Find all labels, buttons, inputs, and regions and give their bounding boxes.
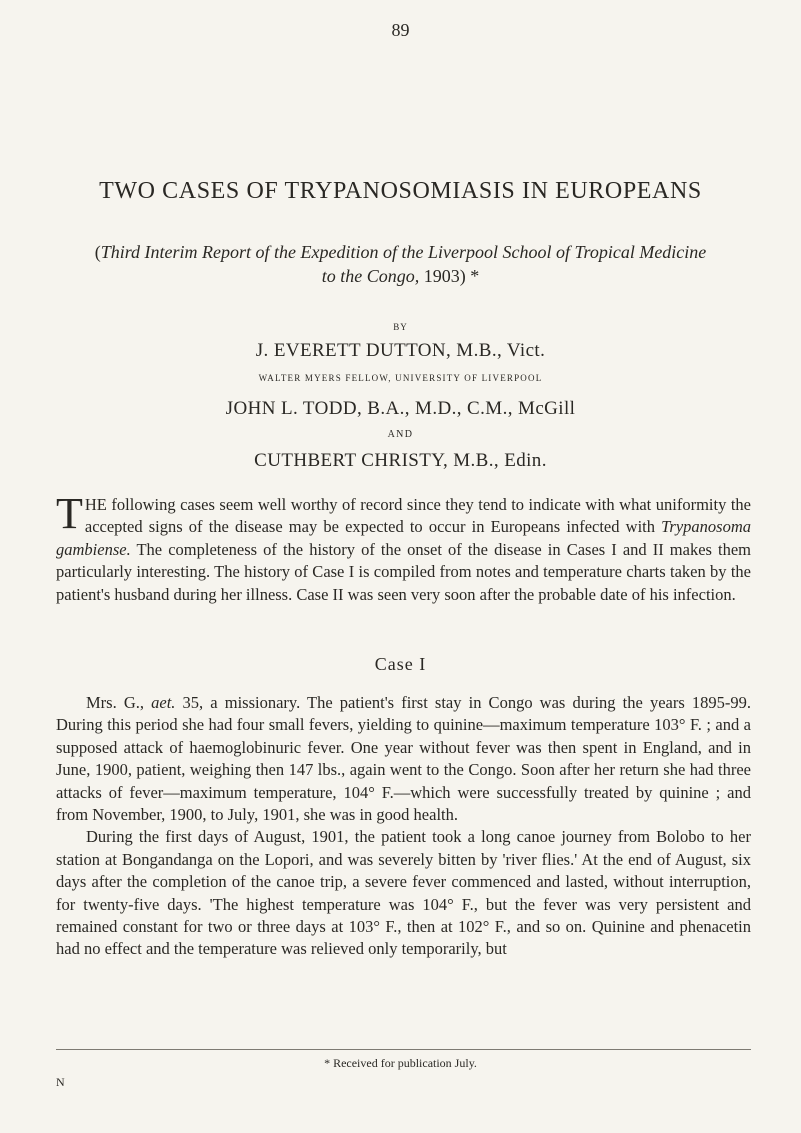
case-paragraph-body: 35, a missionary. The patient's first stay in Congo was during the years 1895-99. During this period she had four small fevers, yielding to quinine—maximum temperature 103° F. ; and a supposed attack of haemoglobinuric fever. One year without fever was then spent in England, and in June, 1900, patient, weighing then 147 lbs., again went to the Congo. Soon after her return she had three attacks of fever—maximum temperature, 104° F.—which were successfully treated by quinine ; and from November, 1900, to July, 1901, she was in good health. (56, 693, 751, 825)
drop-cap: T (56, 489, 83, 538)
page-number: 89 (391, 20, 410, 40)
footnote: * Received for publication July. (324, 1056, 477, 1070)
case-paragraph-body: During the first days of August, 1901, the patient took a long canoe journey from Bolobo to her station at Bongandanga on the Lopori, and was severely bitten by 'river flies.' At the end of August, six days after the completion of the canoe trip, a severe fever commenced and lasted, without interruption, for twenty-five days. 'The highest temperature was 104° F., but the fever was very persistent and remained constant for two or three days at 103° F., then at 102° F., and so on. Quinine and phenacetin had no effect and the temperature was relieved only temporarily, but (56, 827, 751, 959)
case-heading: Case I (374, 654, 427, 674)
subtitle-line-2: to the Congo, (321, 266, 420, 286)
case-body (56, 692, 751, 961)
article-title: TWO CASES OF TRYPANOSOMIASIS IN EUROPEANS (99, 178, 702, 204)
case-paragraph-1 (56, 692, 751, 826)
species-name: Trypanosoma gambiense. (56, 517, 751, 559)
footnote-divider (56, 1049, 751, 1050)
case-paragraph-lead: Mrs. G., (86, 693, 152, 712)
byline: BY (393, 322, 408, 332)
author-dutton: J. EVERETT DUTTON, M.B., Vict. (255, 340, 546, 361)
article-subtitle (40, 240, 761, 288)
intro-text-start: HE following cases seem well worthy of record since they tend to indicate with what uniformity the accepted signs of the disease may be expected to occur in Europeans infected with (84, 495, 751, 537)
subtitle-date: 1903) * (419, 266, 480, 286)
subtitle-line-1: Third Interim Report of the Expedition of the Liverpool School of Tropical Medicine (100, 242, 707, 262)
signature-mark: N (56, 1075, 65, 1089)
subtitle-open-paren: ( (94, 242, 101, 262)
case-paragraph-2 (56, 826, 751, 960)
intro-text-end: The completeness of the history of the onset of the disease in Cases I and II makes them particularly interesting. The history of Case I is compiled from notes and temperature charts taken by the patient's husband during her illness. Case II was seen very soon after the probable date of his infection. (56, 539, 751, 604)
author-todd: JOHN L. TODD, B.A., M.D., C.M., McGill (225, 398, 576, 419)
author-conjunction: AND (387, 429, 414, 440)
author-affiliation: WALTER MYERS FELLOW, UNIVERSITY OF LIVERPOOL (258, 373, 543, 383)
intro-paragraph (56, 489, 751, 606)
author-christy: CUTHBERT CHRISTY, M.B., Edin. (254, 450, 547, 471)
case-paragraph-latin: aet. (151, 693, 176, 712)
